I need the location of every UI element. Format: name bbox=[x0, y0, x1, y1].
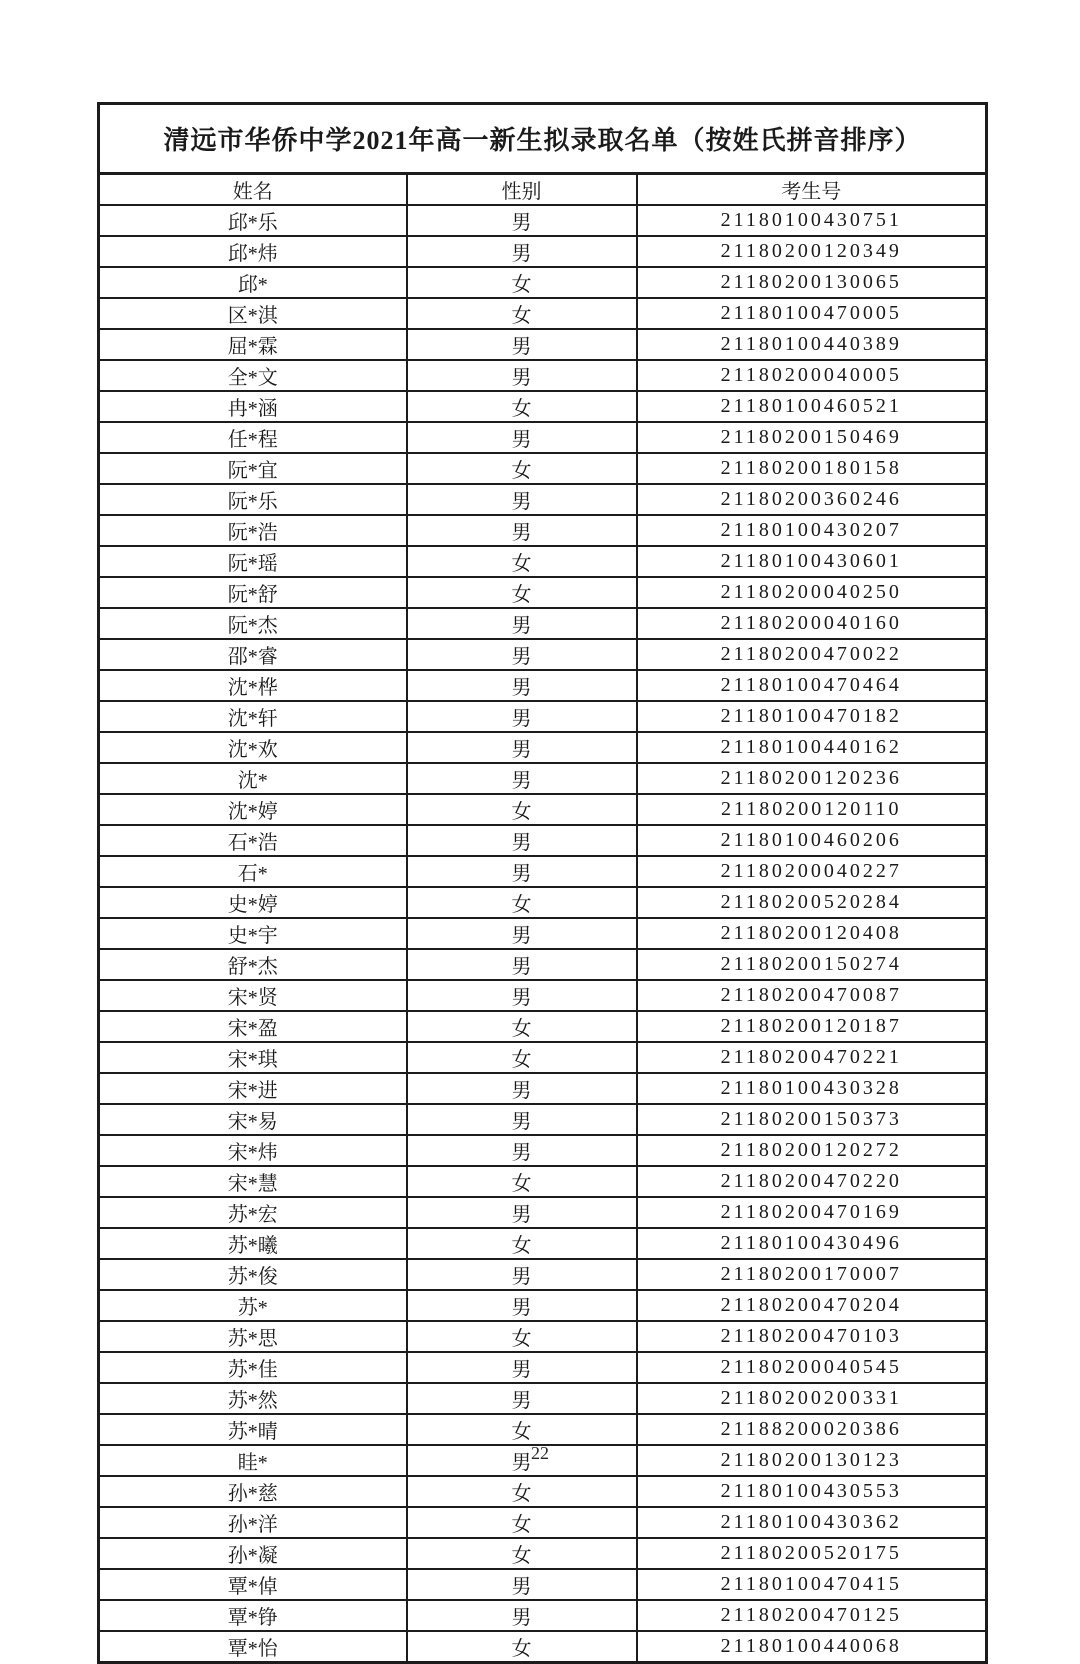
table-row bbox=[99, 453, 987, 484]
candidate-number-cell: 21180100440162 bbox=[637, 732, 987, 763]
name-cell: 苏*然 bbox=[99, 1383, 407, 1414]
table-row bbox=[99, 1476, 987, 1507]
table-row bbox=[99, 360, 987, 391]
candidate-number-cell: 21180200130065 bbox=[637, 267, 987, 298]
gender-cell: 男 bbox=[407, 1600, 637, 1631]
name-cell: 覃*怡 bbox=[99, 1631, 407, 1663]
candidate-number-cell: 21180200040005 bbox=[637, 360, 987, 391]
gender-cell: 男 bbox=[407, 515, 637, 546]
name-cell: 石* bbox=[99, 856, 407, 887]
candidate-number-cell: 21180200470103 bbox=[637, 1321, 987, 1352]
table-row bbox=[99, 1104, 987, 1135]
table-row bbox=[99, 329, 987, 360]
gender-cell: 男 bbox=[407, 701, 637, 732]
gender-cell: 女 bbox=[407, 391, 637, 422]
name-cell: 区*淇 bbox=[99, 298, 407, 329]
table-row bbox=[99, 1383, 987, 1414]
gender-cell: 女 bbox=[407, 577, 637, 608]
candidate-number-cell: 21180200120236 bbox=[637, 763, 987, 794]
candidate-number-cell: 21180200170007 bbox=[637, 1259, 987, 1290]
candidate-number-cell: 21188200020386 bbox=[637, 1414, 987, 1445]
gender-cell: 男 bbox=[407, 1073, 637, 1104]
name-cell: 舒*杰 bbox=[99, 949, 407, 980]
gender-cell: 男 bbox=[407, 980, 637, 1011]
candidate-number-cell: 21180200470087 bbox=[637, 980, 987, 1011]
gender-cell: 男 bbox=[407, 1197, 637, 1228]
candidate-number-cell: 21180200150469 bbox=[637, 422, 987, 453]
gender-cell: 男 bbox=[407, 608, 637, 639]
table-row bbox=[99, 1011, 987, 1042]
name-cell: 史*宇 bbox=[99, 918, 407, 949]
candidate-number-cell: 21180100460206 bbox=[637, 825, 987, 856]
gender-cell: 男 bbox=[407, 763, 637, 794]
table-row bbox=[99, 1538, 987, 1569]
name-cell: 眭* bbox=[99, 1445, 407, 1476]
gender-cell: 男 bbox=[407, 1569, 637, 1600]
candidate-number-cell: 21180100470182 bbox=[637, 701, 987, 732]
table-row bbox=[99, 1507, 987, 1538]
candidate-number-cell: 21180200360246 bbox=[637, 484, 987, 515]
name-cell: 阮*瑶 bbox=[99, 546, 407, 577]
name-cell: 苏*俊 bbox=[99, 1259, 407, 1290]
name-cell: 邱* bbox=[99, 267, 407, 298]
table-row bbox=[99, 1197, 987, 1228]
name-cell: 覃*倬 bbox=[99, 1569, 407, 1600]
gender-cell: 女 bbox=[407, 1321, 637, 1352]
gender-cell: 女 bbox=[407, 453, 637, 484]
name-cell: 沈*婷 bbox=[99, 794, 407, 825]
table-row bbox=[99, 1290, 987, 1321]
candidate-number-cell: 21180200120408 bbox=[637, 918, 987, 949]
gender-cell: 女 bbox=[407, 1476, 637, 1507]
gender-cell: 女 bbox=[407, 1414, 637, 1445]
title-row bbox=[99, 104, 987, 174]
name-cell: 沈*轩 bbox=[99, 701, 407, 732]
name-cell: 屈*霖 bbox=[99, 329, 407, 360]
name-cell: 苏*曦 bbox=[99, 1228, 407, 1259]
candidate-number-cell: 21180100470005 bbox=[637, 298, 987, 329]
candidate-number-cell: 21180100430496 bbox=[637, 1228, 987, 1259]
candidate-number-cell: 21180200120187 bbox=[637, 1011, 987, 1042]
admission-table bbox=[97, 102, 988, 1664]
gender-cell: 男 bbox=[407, 360, 637, 391]
candidate-number-cell: 21180200470125 bbox=[637, 1600, 987, 1631]
table-row bbox=[99, 980, 987, 1011]
candidate-number-cell: 21180100430362 bbox=[637, 1507, 987, 1538]
candidate-number-cell: 21180200470220 bbox=[637, 1166, 987, 1197]
name-cell: 全*文 bbox=[99, 360, 407, 391]
candidate-number-cell: 21180200040545 bbox=[637, 1352, 987, 1383]
table-row bbox=[99, 267, 987, 298]
table-row bbox=[99, 391, 987, 422]
name-cell: 沈* bbox=[99, 763, 407, 794]
name-cell: 史*婷 bbox=[99, 887, 407, 918]
gender-cell: 男 bbox=[407, 236, 637, 267]
gender-cell: 女 bbox=[407, 1166, 637, 1197]
candidate-number-cell: 21180200130123 bbox=[637, 1445, 987, 1476]
candidate-number-cell: 21180100470464 bbox=[637, 670, 987, 701]
gender-cell: 男 bbox=[407, 484, 637, 515]
gender-cell: 男 bbox=[407, 1445, 637, 1476]
name-cell: 宋*进 bbox=[99, 1073, 407, 1104]
gender-cell: 男 bbox=[407, 856, 637, 887]
table-row bbox=[99, 1321, 987, 1352]
gender-cell: 女 bbox=[407, 1507, 637, 1538]
candidate-number-cell: 21180200470221 bbox=[637, 1042, 987, 1073]
table-row bbox=[99, 1166, 987, 1197]
name-cell: 宋*盈 bbox=[99, 1011, 407, 1042]
gender-cell: 男 bbox=[407, 1259, 637, 1290]
candidate-number-cell: 21180200470169 bbox=[637, 1197, 987, 1228]
table-row bbox=[99, 1569, 987, 1600]
table-row bbox=[99, 1600, 987, 1631]
table-row bbox=[99, 515, 987, 546]
name-cell: 石*浩 bbox=[99, 825, 407, 856]
candidate-number-cell: 21180200180158 bbox=[637, 453, 987, 484]
candidate-number-cell: 21180200040160 bbox=[637, 608, 987, 639]
table-row bbox=[99, 608, 987, 639]
page-number: 22 bbox=[531, 1443, 549, 1463]
header-row bbox=[99, 174, 987, 206]
name-cell: 阮*宜 bbox=[99, 453, 407, 484]
name-cell: 邱*炜 bbox=[99, 236, 407, 267]
candidate-number-cell: 21180200120110 bbox=[637, 794, 987, 825]
candidate-number-cell: 21180100460521 bbox=[637, 391, 987, 422]
table-row bbox=[99, 484, 987, 515]
gender-cell: 男 bbox=[407, 1352, 637, 1383]
name-cell: 宋*琪 bbox=[99, 1042, 407, 1073]
table-row bbox=[99, 949, 987, 980]
name-cell: 阮*舒 bbox=[99, 577, 407, 608]
candidate-number-cell: 21180200470204 bbox=[637, 1290, 987, 1321]
table-row bbox=[99, 1042, 987, 1073]
gender-cell: 男 bbox=[407, 1135, 637, 1166]
candidate-number-cell: 21180100430601 bbox=[637, 546, 987, 577]
gender-cell: 女 bbox=[407, 1042, 637, 1073]
name-cell: 宋*慧 bbox=[99, 1166, 407, 1197]
table-row bbox=[99, 1259, 987, 1290]
name-cell: 阮*浩 bbox=[99, 515, 407, 546]
table-row bbox=[99, 701, 987, 732]
column-header-gender: 性别 bbox=[407, 174, 637, 206]
gender-cell: 男 bbox=[407, 670, 637, 701]
candidate-number-cell: 21180200520284 bbox=[637, 887, 987, 918]
name-cell: 任*程 bbox=[99, 422, 407, 453]
table-row bbox=[99, 1631, 987, 1663]
column-header-candidate-number: 考生号 bbox=[637, 174, 987, 206]
table-row bbox=[99, 794, 987, 825]
table-row bbox=[99, 422, 987, 453]
table-row bbox=[99, 732, 987, 763]
candidate-number-cell: 21180200200331 bbox=[637, 1383, 987, 1414]
table-row bbox=[99, 918, 987, 949]
gender-cell: 男 bbox=[407, 949, 637, 980]
name-cell: 邵*睿 bbox=[99, 639, 407, 670]
table-row bbox=[99, 577, 987, 608]
name-cell: 苏* bbox=[99, 1290, 407, 1321]
table-row bbox=[99, 670, 987, 701]
name-cell: 沈*欢 bbox=[99, 732, 407, 763]
table-row bbox=[99, 856, 987, 887]
table-row bbox=[99, 205, 987, 236]
name-cell: 苏*佳 bbox=[99, 1352, 407, 1383]
candidate-number-cell: 21180200150373 bbox=[637, 1104, 987, 1135]
gender-cell: 男 bbox=[407, 1104, 637, 1135]
name-cell: 宋*贤 bbox=[99, 980, 407, 1011]
table-row bbox=[99, 763, 987, 794]
name-cell: 沈*桦 bbox=[99, 670, 407, 701]
name-cell: 苏*思 bbox=[99, 1321, 407, 1352]
table-row bbox=[99, 1414, 987, 1445]
candidate-number-cell: 21180100430207 bbox=[637, 515, 987, 546]
gender-cell: 男 bbox=[407, 639, 637, 670]
candidate-number-cell: 21180200150274 bbox=[637, 949, 987, 980]
name-cell: 宋*易 bbox=[99, 1104, 407, 1135]
gender-cell: 女 bbox=[407, 298, 637, 329]
gender-cell: 男 bbox=[407, 918, 637, 949]
name-cell: 阮*杰 bbox=[99, 608, 407, 639]
table-row bbox=[99, 298, 987, 329]
name-cell: 孙*凝 bbox=[99, 1538, 407, 1569]
candidate-number-cell: 21180200040250 bbox=[637, 577, 987, 608]
table-row bbox=[99, 825, 987, 856]
gender-cell: 男 bbox=[407, 422, 637, 453]
table-row bbox=[99, 1135, 987, 1166]
gender-cell: 男 bbox=[407, 1290, 637, 1321]
name-cell: 孙*洋 bbox=[99, 1507, 407, 1538]
candidate-number-cell: 21180100430553 bbox=[637, 1476, 987, 1507]
name-cell: 苏*晴 bbox=[99, 1414, 407, 1445]
table-row bbox=[99, 1352, 987, 1383]
gender-cell: 女 bbox=[407, 267, 637, 298]
column-header-name: 姓名 bbox=[99, 174, 407, 206]
name-cell: 孙*慈 bbox=[99, 1476, 407, 1507]
gender-cell: 男 bbox=[407, 732, 637, 763]
name-cell: 苏*宏 bbox=[99, 1197, 407, 1228]
gender-cell: 女 bbox=[407, 1228, 637, 1259]
table-row bbox=[99, 546, 987, 577]
candidate-number-cell: 21180200120272 bbox=[637, 1135, 987, 1166]
gender-cell: 女 bbox=[407, 887, 637, 918]
gender-cell: 女 bbox=[407, 1631, 637, 1663]
candidate-number-cell: 21180200470022 bbox=[637, 639, 987, 670]
gender-cell: 女 bbox=[407, 794, 637, 825]
table-row bbox=[99, 1073, 987, 1104]
name-cell: 冉*涵 bbox=[99, 391, 407, 422]
gender-cell: 女 bbox=[407, 1011, 637, 1042]
name-cell: 宋*炜 bbox=[99, 1135, 407, 1166]
name-cell: 覃*铮 bbox=[99, 1600, 407, 1631]
gender-cell: 男 bbox=[407, 1383, 637, 1414]
gender-cell: 男 bbox=[407, 205, 637, 236]
gender-cell: 男 bbox=[407, 329, 637, 360]
gender-cell: 女 bbox=[407, 546, 637, 577]
table-title: 清远市华侨中学2021年高一新生拟录取名单（按姓氏拼音排序） bbox=[99, 104, 987, 174]
table-row bbox=[99, 887, 987, 918]
name-cell: 邱*乐 bbox=[99, 205, 407, 236]
candidate-number-cell: 21180100430328 bbox=[637, 1073, 987, 1104]
table-row bbox=[99, 1228, 987, 1259]
candidate-number-cell: 21180100430751 bbox=[637, 205, 987, 236]
gender-cell: 男 bbox=[407, 825, 637, 856]
name-cell: 阮*乐 bbox=[99, 484, 407, 515]
candidate-number-cell: 21180200040227 bbox=[637, 856, 987, 887]
candidate-number-cell: 21180200120349 bbox=[637, 236, 987, 267]
gender-cell: 女 bbox=[407, 1538, 637, 1569]
table-row bbox=[99, 236, 987, 267]
table-row bbox=[99, 639, 987, 670]
candidate-number-cell: 21180100440389 bbox=[637, 329, 987, 360]
candidate-number-cell: 21180200520175 bbox=[637, 1538, 987, 1569]
candidate-number-cell: 21180100470415 bbox=[637, 1569, 987, 1600]
candidate-number-cell: 21180100440068 bbox=[637, 1631, 987, 1663]
